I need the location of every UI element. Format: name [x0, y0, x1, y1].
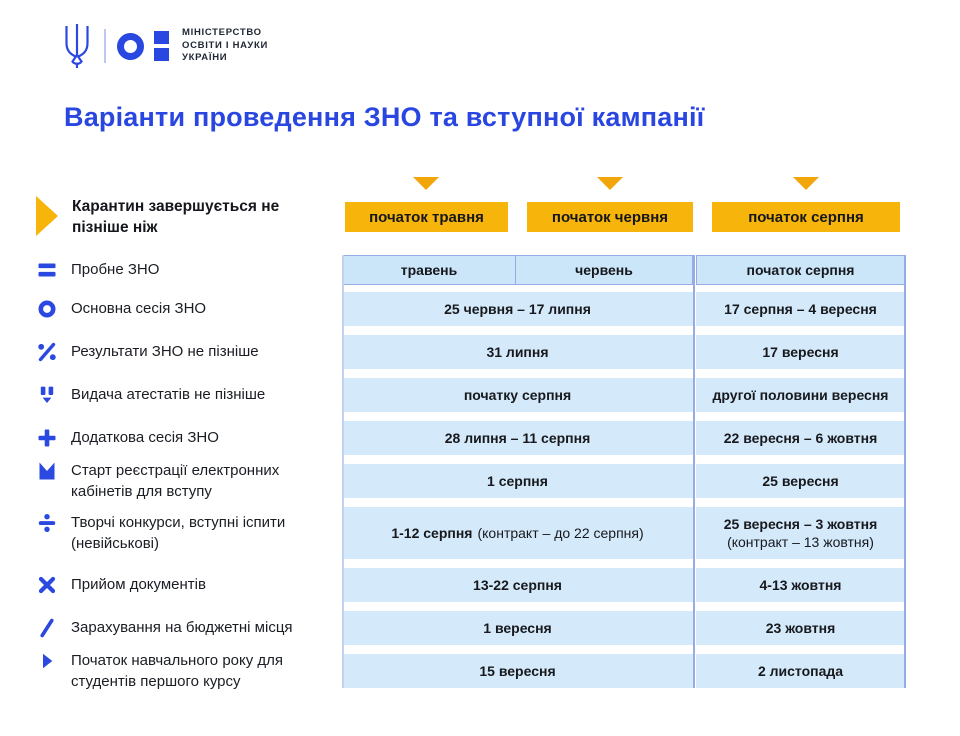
arrow-down-icon: [413, 177, 439, 190]
cell-ecabinet-mayjune: 1 серпня: [342, 464, 693, 498]
slash-icon: [36, 617, 58, 639]
plus-icon: [36, 427, 58, 449]
cell-extra-session-mayjune: 28 липня – 11 серпня: [342, 421, 693, 455]
legend-label: Прийом документів: [71, 576, 206, 593]
cell-contests-mayjune: [342, 507, 693, 559]
legend-item-vydacha-atestativ: [36, 384, 333, 406]
header-cell-august: початок серпня: [696, 255, 905, 285]
logo-squares: [154, 31, 169, 61]
table-row: [342, 421, 906, 455]
x-icon: [36, 574, 58, 596]
scenario-badge-june: початок червня: [527, 202, 693, 232]
cell-ecabinet-august: 25 вересня: [696, 464, 905, 498]
percent-icon: [36, 341, 58, 363]
legend-label: Результати ЗНО не пізніше: [71, 343, 259, 360]
table-row: [342, 292, 906, 326]
cell-main-text: 25 вересня – 3 жовтня: [723, 516, 878, 532]
legend-label: Пробне ЗНО: [71, 261, 160, 278]
cell-certificates-august: другої половини вересня: [696, 378, 905, 412]
cell-extra-session-august: 22 вересня – 6 жовтня: [696, 421, 905, 455]
arrow-down-icon: [793, 177, 819, 190]
legend-label: Зарахування на бюджетні місця: [71, 619, 293, 636]
table-row: [342, 378, 906, 412]
legend-label: Додаткова сесія ЗНО: [71, 429, 219, 446]
legend-item-osnovna-sesiya: [36, 298, 333, 320]
legend-item-zarakhuvannia: [36, 617, 333, 639]
arrow-right-icon: [36, 196, 58, 236]
table-row: [342, 464, 906, 498]
table-right-border: [904, 255, 907, 688]
ministry-line-2: ОСВІТИ І НАУКИ: [182, 39, 268, 51]
legend-item-tvorchi-konkursy: [36, 512, 333, 554]
legend-label: Видача атестатів не пізніше: [71, 386, 266, 403]
logo-circle: [117, 33, 144, 60]
certificate-icon: [36, 384, 58, 406]
cell-main-session-mayjune: 25 червня – 17 липня: [342, 292, 693, 326]
table-header-row: [342, 255, 906, 285]
table-row: [342, 568, 906, 602]
table-row: [342, 335, 906, 369]
arrow-down-icon: [597, 177, 623, 190]
header-cell-may: травень: [400, 262, 458, 278]
legend-item-start-reiestratsii: [36, 460, 333, 502]
legend-label: Творчі конкурси, вступні іспити (невійськові): [71, 514, 286, 552]
table-column-divider: [693, 255, 696, 688]
cell-note-text: (контракт – до 22 серпня): [477, 525, 644, 541]
logo-divider: [104, 29, 106, 63]
cell-certificates-mayjune: початку серпня: [342, 378, 693, 412]
table-left-border: [342, 255, 344, 688]
circle-icon: [36, 298, 58, 320]
schedule-table: [342, 255, 906, 688]
cell-year-start-august: 2 листопада: [696, 654, 905, 688]
trident-icon: [62, 22, 92, 70]
cell-note-text: (контракт – 13 жовтня): [727, 534, 874, 550]
cell-year-start-mayjune: 15 вересня: [342, 654, 693, 688]
cell-results-mayjune: 31 липня: [342, 335, 693, 369]
cell-documents-mayjune: 13-22 серпня: [342, 568, 693, 602]
table-row: [342, 654, 906, 688]
scenario-badge-may: початок травня: [345, 202, 508, 232]
legend-item-rezultaty-zno: [36, 341, 333, 363]
cell-results-august: 17 вересня: [696, 335, 905, 369]
scenario-badge-august: початок серпня: [712, 202, 900, 232]
legend-item-pryiom-dokumentiv: [36, 574, 333, 596]
table-row: [342, 611, 906, 645]
cell-enrollment-august: 23 жовтня: [696, 611, 905, 645]
mon-logo-icon: [117, 31, 169, 61]
legend-item-pochatok-roku: [36, 650, 333, 692]
legend-item-dodatkova-sesiya: [36, 427, 333, 449]
cell-main-session-august: 17 серпня – 4 вересня: [696, 292, 905, 326]
cell-main-text: 1-12 серпня: [391, 525, 473, 541]
quarantine-label: Карантин завершується не пізніше ніж: [72, 198, 280, 236]
ministry-line-1: МІНІСТЕРСТВО: [182, 27, 262, 39]
cell-contests-august: [696, 507, 905, 559]
ministry-name: [182, 27, 268, 65]
cell-documents-august: 4-13 жовтня: [696, 568, 905, 602]
quarantine-legend: [36, 196, 297, 238]
ministry-line-3: УКРАЇНИ: [182, 52, 228, 64]
play-icon: [36, 650, 58, 672]
legend-item-probne-zno: [36, 259, 333, 281]
legend-label: Старт реєстрації електронних кабінетів для вступу: [71, 462, 280, 500]
header-cell-june: червень: [515, 256, 692, 284]
flag-icon: [36, 460, 58, 482]
brand-header: [62, 22, 268, 70]
equals-icon: [36, 259, 58, 281]
legend-label: Початок навчального року для студентів першого курсу: [71, 652, 284, 690]
divide-icon: [36, 512, 58, 534]
table-row: [342, 507, 906, 559]
legend-label: Основна сесія ЗНО: [71, 300, 207, 317]
page-title: Варіанти проведення ЗНО та вступної кампанії: [64, 102, 705, 132]
cell-enrollment-mayjune: 1 вересня: [342, 611, 693, 645]
